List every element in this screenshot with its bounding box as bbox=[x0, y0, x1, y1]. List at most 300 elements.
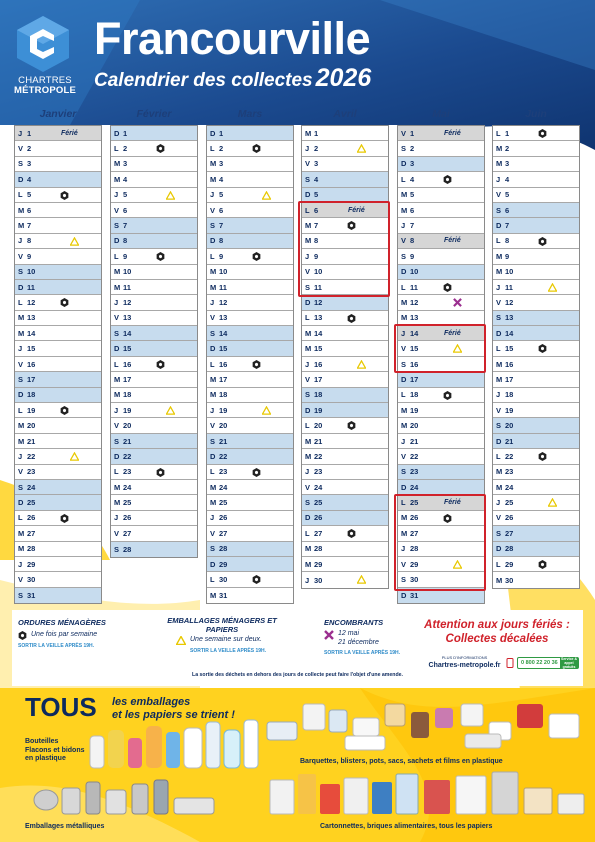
day-row bbox=[493, 449, 579, 464]
day-number: 10 bbox=[410, 267, 419, 277]
weekday-letter: S bbox=[496, 313, 502, 323]
weekday-letter: J bbox=[496, 282, 501, 292]
weekday-letter: M bbox=[210, 590, 217, 600]
day-row bbox=[15, 357, 101, 372]
day-number: 7 bbox=[27, 221, 32, 231]
household-waste-icon bbox=[347, 221, 356, 230]
day-row bbox=[207, 188, 293, 203]
day-number: 3 bbox=[314, 159, 319, 169]
day-row bbox=[398, 449, 484, 464]
weekday-letter: M bbox=[401, 513, 408, 523]
weekday-letter: D bbox=[18, 174, 24, 184]
day-number: 11 bbox=[505, 282, 513, 292]
month-column bbox=[14, 125, 102, 604]
day-row bbox=[302, 495, 388, 510]
weekday-letter: M bbox=[210, 498, 217, 508]
weekday-letter: M bbox=[496, 467, 503, 477]
day-number: 19 bbox=[505, 405, 514, 415]
weekday-letter: D bbox=[18, 498, 24, 508]
month-column bbox=[110, 125, 198, 558]
day-number: 9 bbox=[505, 251, 510, 261]
day-number: 8 bbox=[314, 236, 319, 246]
weekday-letter: V bbox=[210, 205, 216, 215]
day-row bbox=[493, 372, 579, 387]
day-row bbox=[15, 172, 101, 187]
weekday-letter: M bbox=[305, 128, 312, 138]
legend-household bbox=[18, 618, 138, 649]
day-row bbox=[15, 126, 101, 141]
day-row bbox=[207, 157, 293, 172]
day-number: 13 bbox=[410, 313, 419, 323]
weekday-letter: M bbox=[114, 390, 121, 400]
weekday-letter: L bbox=[114, 144, 119, 154]
legend-bulky bbox=[324, 618, 414, 656]
day-number: 14 bbox=[219, 328, 228, 338]
website-link[interactable]: Chartres-metropole.fr bbox=[428, 662, 501, 669]
day-row bbox=[207, 280, 293, 295]
day-number: 29 bbox=[219, 559, 228, 569]
legend-household-text: Une fois par semaine bbox=[31, 631, 98, 639]
weekday-letter: S bbox=[401, 359, 407, 369]
day-row bbox=[207, 418, 293, 433]
day-number: 23 bbox=[505, 467, 514, 477]
day-number: 25 bbox=[27, 498, 36, 508]
weekday-letter: M bbox=[496, 251, 503, 261]
day-row bbox=[302, 295, 388, 310]
day-number: 24 bbox=[219, 482, 228, 492]
day-row bbox=[493, 418, 579, 433]
day-number: 12 bbox=[314, 297, 323, 307]
weekday-letter: S bbox=[305, 282, 311, 292]
legend-household-title: ORDURES MÉNAGÈRES bbox=[18, 618, 106, 627]
weekday-letter: M bbox=[18, 205, 25, 215]
weekday-letter: V bbox=[114, 421, 120, 431]
day-number: 17 bbox=[410, 374, 419, 384]
month-days bbox=[397, 125, 485, 604]
weekday-letter: J bbox=[401, 328, 406, 338]
weekday-letter: M bbox=[496, 482, 503, 492]
weekday-letter: L bbox=[496, 128, 501, 138]
day-number: 10 bbox=[123, 267, 132, 277]
day-number: 4 bbox=[505, 174, 510, 184]
day-number: 17 bbox=[219, 374, 228, 384]
day-number: 16 bbox=[219, 359, 228, 369]
household-waste-icon bbox=[156, 252, 165, 261]
weekday-letter: S bbox=[18, 590, 24, 600]
day-number: 6 bbox=[314, 205, 319, 215]
logo-line2: MÉTROPOLE bbox=[14, 85, 76, 96]
day-number: 17 bbox=[505, 374, 514, 384]
household-waste-icon bbox=[443, 175, 452, 184]
weekday-letter: D bbox=[114, 344, 120, 354]
day-row bbox=[207, 326, 293, 341]
weekday-letter: M bbox=[401, 421, 408, 431]
day-number: 26 bbox=[505, 513, 514, 523]
day-row bbox=[398, 588, 484, 603]
day-number: 30 bbox=[27, 575, 36, 585]
packaging-triangle-icon bbox=[357, 575, 366, 584]
weekday-letter: V bbox=[210, 528, 216, 538]
weekday-letter: L bbox=[305, 313, 310, 323]
day-number: 8 bbox=[219, 236, 224, 246]
day-number: 4 bbox=[123, 174, 128, 184]
day-row bbox=[302, 126, 388, 141]
day-number: 11 bbox=[219, 282, 227, 292]
weekday-letter: D bbox=[18, 390, 24, 400]
day-number: 9 bbox=[27, 251, 32, 261]
weekday-letter: L bbox=[210, 251, 215, 261]
day-row bbox=[398, 526, 484, 541]
weekday-letter: L bbox=[401, 282, 406, 292]
month-header: Janvier bbox=[39, 108, 77, 120]
day-row bbox=[207, 357, 293, 372]
weekday-letter: S bbox=[496, 421, 502, 431]
day-row bbox=[15, 449, 101, 464]
household-waste-icon bbox=[538, 452, 547, 461]
day-number: 6 bbox=[219, 205, 224, 215]
day-row bbox=[302, 403, 388, 418]
category-metal: Emballages métalliques bbox=[25, 823, 105, 830]
day-number: 23 bbox=[410, 467, 419, 477]
day-row bbox=[493, 157, 579, 172]
day-row bbox=[302, 265, 388, 280]
day-number: 28 bbox=[410, 544, 419, 554]
day-row bbox=[207, 495, 293, 510]
weekday-letter: S bbox=[305, 174, 311, 184]
weekday-letter: J bbox=[210, 190, 215, 200]
day-number: 5 bbox=[123, 190, 128, 200]
day-number: 21 bbox=[123, 436, 132, 446]
day-number: 20 bbox=[505, 421, 514, 431]
day-row bbox=[493, 141, 579, 156]
day-row bbox=[207, 465, 293, 480]
day-row bbox=[207, 218, 293, 233]
day-number: 22 bbox=[123, 451, 132, 461]
weekday-letter: V bbox=[305, 267, 311, 277]
weekday-letter: M bbox=[305, 436, 312, 446]
day-number: 12 bbox=[410, 297, 419, 307]
day-row bbox=[302, 157, 388, 172]
day-number: 14 bbox=[505, 328, 514, 338]
weekday-letter: V bbox=[401, 344, 407, 354]
weekday-letter: M bbox=[401, 528, 408, 538]
packaging-triangle-icon bbox=[70, 237, 79, 246]
day-row bbox=[207, 295, 293, 310]
day-number: 16 bbox=[27, 359, 36, 369]
month-days bbox=[14, 125, 102, 604]
day-number: 3 bbox=[123, 159, 128, 169]
weekday-letter: L bbox=[114, 251, 119, 261]
weekday-letter: D bbox=[401, 374, 407, 384]
day-row bbox=[15, 572, 101, 587]
weekday-letter: M bbox=[114, 498, 121, 508]
phone-icon bbox=[506, 658, 514, 668]
day-row bbox=[398, 495, 484, 510]
holiday-warning-line2: Collectes décalées bbox=[445, 633, 549, 645]
weekday-letter: M bbox=[305, 544, 312, 554]
day-number: 1 bbox=[410, 128, 415, 138]
phone-number[interactable] bbox=[517, 657, 579, 669]
paper-cardboard-illustration bbox=[268, 770, 588, 822]
day-number: 24 bbox=[505, 482, 514, 492]
weekday-letter: M bbox=[401, 405, 408, 415]
day-row bbox=[398, 572, 484, 587]
day-row bbox=[15, 234, 101, 249]
weekday-letter: V bbox=[401, 559, 407, 569]
day-row bbox=[398, 418, 484, 433]
weekday-letter: J bbox=[496, 390, 501, 400]
month-days bbox=[492, 125, 580, 589]
holiday-label: Férié bbox=[444, 499, 461, 507]
weekday-letter: S bbox=[114, 436, 120, 446]
day-number: 23 bbox=[219, 467, 228, 477]
day-number: 18 bbox=[219, 390, 228, 400]
weekday-letter: L bbox=[305, 421, 310, 431]
day-row bbox=[398, 126, 484, 141]
day-row bbox=[15, 188, 101, 203]
day-number: 5 bbox=[219, 190, 224, 200]
weekday-letter: S bbox=[401, 467, 407, 477]
day-number: 18 bbox=[505, 390, 514, 400]
day-row bbox=[302, 372, 388, 387]
legend-packaging-sub: SORTIR LA VEILLE APRÈS 19H. bbox=[190, 648, 267, 654]
day-number: 5 bbox=[505, 190, 510, 200]
day-row bbox=[207, 265, 293, 280]
logo-wordmark bbox=[10, 76, 80, 96]
plastic-packaging-illustration bbox=[265, 700, 585, 755]
day-row bbox=[493, 188, 579, 203]
weekday-letter: D bbox=[114, 451, 120, 461]
day-number: 6 bbox=[410, 205, 415, 215]
day-number: 22 bbox=[219, 451, 228, 461]
day-number: 29 bbox=[27, 559, 36, 569]
triangle-icon bbox=[176, 636, 186, 645]
day-number: 27 bbox=[505, 528, 514, 538]
weekday-letter: M bbox=[210, 159, 217, 169]
weekday-letter: J bbox=[305, 467, 310, 477]
day-number: 7 bbox=[123, 221, 128, 231]
plastic-bottles-illustration bbox=[88, 718, 263, 770]
day-row bbox=[493, 265, 579, 280]
day-number: 16 bbox=[123, 359, 132, 369]
weekday-letter: S bbox=[496, 205, 502, 215]
day-row bbox=[111, 418, 197, 433]
day-row bbox=[207, 480, 293, 495]
day-number: 14 bbox=[314, 328, 323, 338]
month-header: Avril bbox=[333, 108, 357, 120]
weekday-letter: M bbox=[114, 374, 121, 384]
weekday-letter: M bbox=[496, 267, 503, 277]
day-number: 14 bbox=[123, 328, 132, 338]
day-row bbox=[493, 557, 579, 572]
day-row bbox=[493, 295, 579, 310]
page-title: Francourville bbox=[94, 13, 371, 64]
day-number: 20 bbox=[410, 421, 419, 431]
day-row bbox=[398, 403, 484, 418]
day-number: 1 bbox=[27, 128, 32, 138]
weekday-letter: V bbox=[210, 313, 216, 323]
weekday-letter: L bbox=[496, 559, 501, 569]
day-number: 9 bbox=[123, 251, 128, 261]
weekday-letter: M bbox=[496, 575, 503, 585]
day-number: 1 bbox=[123, 128, 128, 138]
day-row bbox=[493, 172, 579, 187]
day-row bbox=[493, 234, 579, 249]
day-number: 12 bbox=[27, 297, 36, 307]
day-row bbox=[302, 465, 388, 480]
month-header: Mai bbox=[432, 108, 450, 120]
day-number: 28 bbox=[123, 544, 132, 554]
day-row bbox=[111, 357, 197, 372]
category-paper: Cartonnettes, briques alimentaires, tous les papiers bbox=[320, 823, 493, 830]
household-waste-icon bbox=[156, 360, 165, 369]
day-number: 1 bbox=[314, 128, 319, 138]
day-row bbox=[302, 218, 388, 233]
weekday-letter: M bbox=[401, 205, 408, 215]
day-row bbox=[207, 572, 293, 587]
logo-line1: CHARTRES bbox=[18, 75, 72, 86]
legend-packaging-title: EMBALLAGES MÉNAGERS ET PAPIERS bbox=[167, 616, 277, 634]
packaging-triangle-icon bbox=[70, 452, 79, 461]
day-row bbox=[302, 388, 388, 403]
day-number: 1 bbox=[219, 128, 224, 138]
weekday-letter: L bbox=[401, 498, 406, 508]
metal-packaging-illustration bbox=[30, 778, 220, 820]
day-number: 2 bbox=[410, 144, 415, 154]
day-number: 18 bbox=[410, 390, 419, 400]
day-number: 25 bbox=[314, 498, 323, 508]
day-row bbox=[302, 357, 388, 372]
weekday-letter: V bbox=[305, 159, 311, 169]
month-header: Février bbox=[136, 108, 172, 120]
month-header: Mars bbox=[237, 108, 263, 120]
weekday-letter: M bbox=[18, 436, 25, 446]
day-row bbox=[111, 511, 197, 526]
day-number: 21 bbox=[314, 436, 323, 446]
day-number: 12 bbox=[219, 297, 228, 307]
holiday-label: Férié bbox=[348, 206, 365, 214]
weekday-letter: L bbox=[210, 144, 215, 154]
weekday-letter: D bbox=[305, 513, 311, 523]
month-column bbox=[397, 125, 485, 604]
day-number: 25 bbox=[123, 498, 132, 508]
weekday-letter: L bbox=[18, 297, 23, 307]
weekday-letter: V bbox=[114, 528, 120, 538]
month-days bbox=[206, 125, 294, 604]
day-row bbox=[493, 203, 579, 218]
day-row bbox=[111, 542, 197, 557]
weekday-letter: S bbox=[401, 575, 407, 585]
day-number: 13 bbox=[505, 313, 514, 323]
legend-bulky-sub: SORTIR LA VEILLE APRÈS 19H. bbox=[324, 650, 401, 656]
weekday-letter: D bbox=[401, 482, 407, 492]
packaging-triangle-icon bbox=[453, 560, 462, 569]
household-waste-icon bbox=[538, 344, 547, 353]
day-number: 28 bbox=[505, 544, 514, 554]
weekday-letter: D bbox=[210, 236, 216, 246]
day-row bbox=[302, 557, 388, 572]
day-number: 22 bbox=[314, 451, 323, 461]
day-number: 4 bbox=[314, 174, 319, 184]
day-row bbox=[398, 203, 484, 218]
day-number: 20 bbox=[27, 421, 36, 431]
weekday-letter: L bbox=[401, 174, 406, 184]
day-number: 10 bbox=[219, 267, 228, 277]
day-row bbox=[15, 341, 101, 356]
day-row bbox=[207, 203, 293, 218]
day-row bbox=[15, 403, 101, 418]
day-number: 2 bbox=[27, 144, 32, 154]
category-trays: Barquettes, blisters, pots, sacs, sachets et films en plastique bbox=[300, 758, 503, 765]
household-waste-icon bbox=[538, 237, 547, 246]
weekday-letter: M bbox=[305, 328, 312, 338]
day-number: 11 bbox=[27, 282, 35, 292]
day-row bbox=[15, 141, 101, 156]
weekday-letter: V bbox=[401, 451, 407, 461]
day-row bbox=[302, 542, 388, 557]
day-number: 15 bbox=[505, 344, 514, 354]
day-number: 21 bbox=[505, 436, 514, 446]
weekday-letter: M bbox=[210, 174, 217, 184]
day-number: 15 bbox=[314, 344, 323, 354]
day-number: 10 bbox=[27, 267, 36, 277]
household-waste-icon bbox=[252, 144, 261, 153]
weekday-letter: M bbox=[18, 544, 25, 554]
weekday-letter: M bbox=[18, 221, 25, 231]
weekday-letter: L bbox=[18, 405, 23, 415]
weekday-letter: M bbox=[401, 313, 408, 323]
weekday-letter: J bbox=[305, 575, 310, 585]
day-number: 24 bbox=[314, 482, 323, 492]
weekday-letter: D bbox=[305, 405, 311, 415]
day-row bbox=[398, 234, 484, 249]
day-number: 4 bbox=[410, 174, 415, 184]
day-row bbox=[302, 480, 388, 495]
day-row bbox=[111, 372, 197, 387]
day-row bbox=[111, 465, 197, 480]
day-number: 24 bbox=[410, 482, 419, 492]
weekday-letter: J bbox=[114, 513, 119, 523]
weekday-letter: V bbox=[18, 575, 24, 585]
household-waste-icon bbox=[60, 514, 69, 523]
day-number: 13 bbox=[27, 313, 36, 323]
day-number: 13 bbox=[219, 313, 228, 323]
day-row bbox=[398, 341, 484, 356]
weekday-letter: D bbox=[496, 436, 502, 446]
month-days bbox=[301, 125, 389, 589]
day-row bbox=[15, 265, 101, 280]
day-row bbox=[111, 172, 197, 187]
holiday-label: Férié bbox=[444, 329, 461, 337]
weekday-letter: D bbox=[496, 544, 502, 554]
household-waste-icon bbox=[347, 314, 356, 323]
day-number: 27 bbox=[314, 528, 323, 538]
day-row bbox=[398, 295, 484, 310]
day-row bbox=[15, 465, 101, 480]
weekday-letter: D bbox=[496, 328, 502, 338]
weekday-letter: J bbox=[305, 144, 310, 154]
month-days bbox=[110, 125, 198, 558]
page-subtitle bbox=[94, 66, 371, 93]
day-row bbox=[493, 280, 579, 295]
weekday-letter: S bbox=[114, 544, 120, 554]
weekday-letter: V bbox=[305, 374, 311, 384]
month-column bbox=[492, 125, 580, 589]
day-number: 11 bbox=[410, 282, 418, 292]
weekday-letter: J bbox=[210, 297, 215, 307]
day-row bbox=[302, 280, 388, 295]
weekday-letter: S bbox=[210, 221, 216, 231]
